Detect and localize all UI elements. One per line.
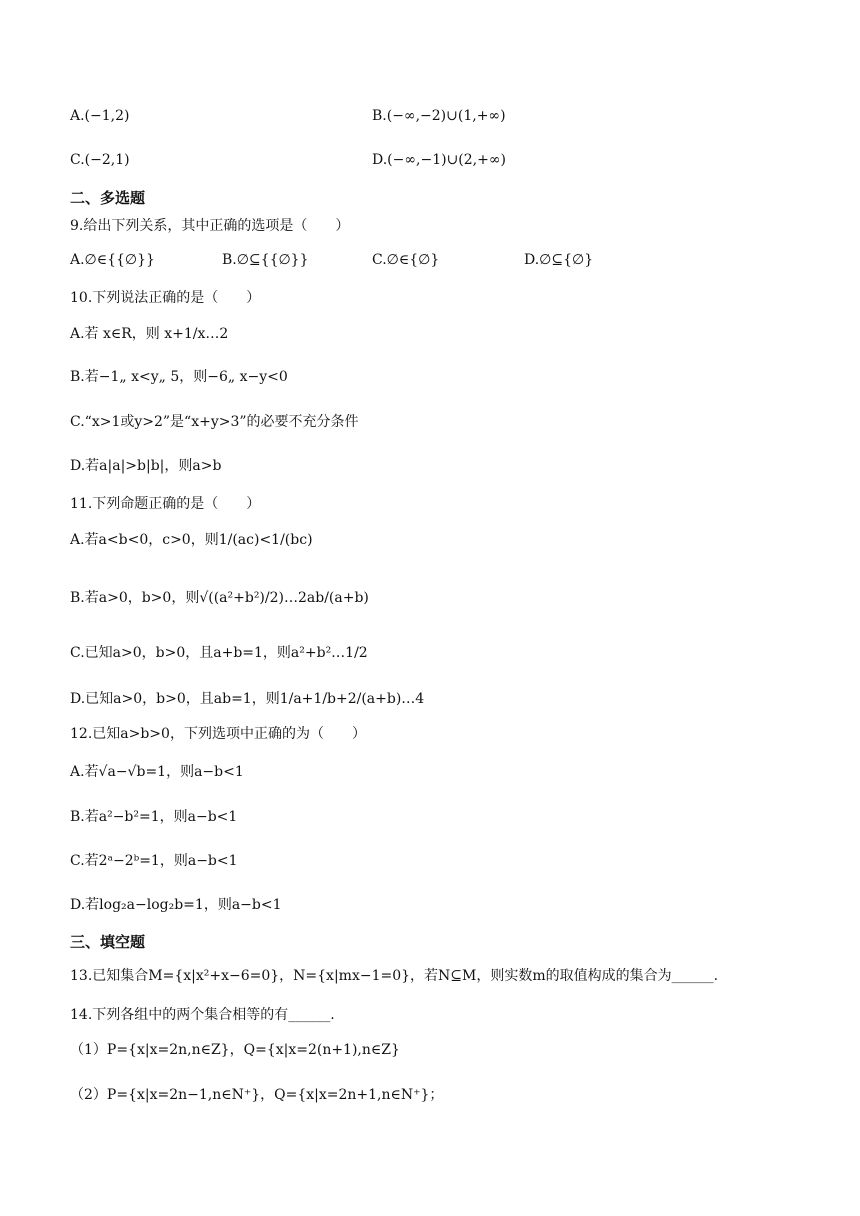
q8-option-b: B.(−∞,−2)∪(1,+∞): [372, 108, 506, 124]
q9-option-c: C.∅∈{∅}: [372, 252, 440, 268]
q12-option-c: C.若2ᵃ−2ᵇ=1，则a−b<1: [70, 853, 238, 869]
q8-option-d: D.(−∞,−1)∪(2,+∞): [372, 152, 506, 168]
q12-option-b: B.若a²−b²=1，则a−b<1: [70, 809, 238, 825]
q13-text: 13.已知集合M={x|x²+x−6=0}，N={x|mx−1=0}，若N⊆M，则实数m的取值构成的集合为______.: [70, 968, 719, 984]
q12-stem: 12.已知a>b>0，下列选项中正确的为（ ）: [70, 726, 366, 742]
q10-option-d: D.若a|a|>b|b|，则a>b: [70, 458, 222, 474]
q8-option-a: A.(−1,2): [70, 108, 130, 124]
q14-item-2: （2）P={x|x=2n−1,n∈N⁺}，Q={x|x=2n+1,n∈N⁺}；: [70, 1087, 444, 1103]
q11-option-a: A.若a<b<0，c>0，则1/(ac)<1/(bc): [70, 532, 313, 548]
q9-option-a: A.∅∈{{∅}}: [70, 252, 155, 268]
q11-option-d: D.已知a>0，b>0，且ab=1，则1/a+1/b+2/(a+b)…4: [70, 691, 425, 707]
q11-option-c: C.已知a>0，b>0，且a+b=1，则a²+b²…1/2: [70, 645, 368, 661]
q10-option-b: B.若−1„ x<y„ 5，则−6„ x−y<0: [70, 369, 288, 385]
q10-option-a: A.若 x∈R，则 x+1/x…2: [70, 326, 229, 342]
q9-option-b: B.∅⊆{{∅}}: [222, 252, 309, 268]
q12-option-a: A.若√a−√b=1，则a−b<1: [70, 764, 244, 780]
q9-stem: 9.给出下列关系，其中正确的选项是（ ）: [70, 218, 350, 234]
q12-option-d: D.若log₂a−log₂b=1，则a−b<1: [70, 897, 282, 913]
section-title-multiple-choice: 二、多选题: [70, 189, 146, 207]
q10-stem: 10.下列说法正确的是（ ）: [70, 290, 261, 306]
q11-stem: 11.下列命题正确的是（ ）: [70, 496, 261, 512]
q11-option-b: B.若a>0，b>0，则√((a²+b²)/2)…2ab/(a+b): [70, 590, 369, 606]
q10-option-c: C.“x>1或y>2”是“x+y>3”的必要不充分条件: [70, 414, 359, 430]
q9-option-d: D.∅⊆{∅}: [524, 252, 594, 268]
section-title-fill-in: 三、填空题: [70, 933, 146, 951]
q14-item-1: （1）P={x|x=2n,n∈Z}，Q={x|x=2(n+1),n∈Z}: [70, 1042, 400, 1058]
q14-stem: 14.下列各组中的两个集合相等的有______.: [70, 1007, 335, 1023]
q8-option-c: C.(−2,1): [70, 152, 130, 168]
